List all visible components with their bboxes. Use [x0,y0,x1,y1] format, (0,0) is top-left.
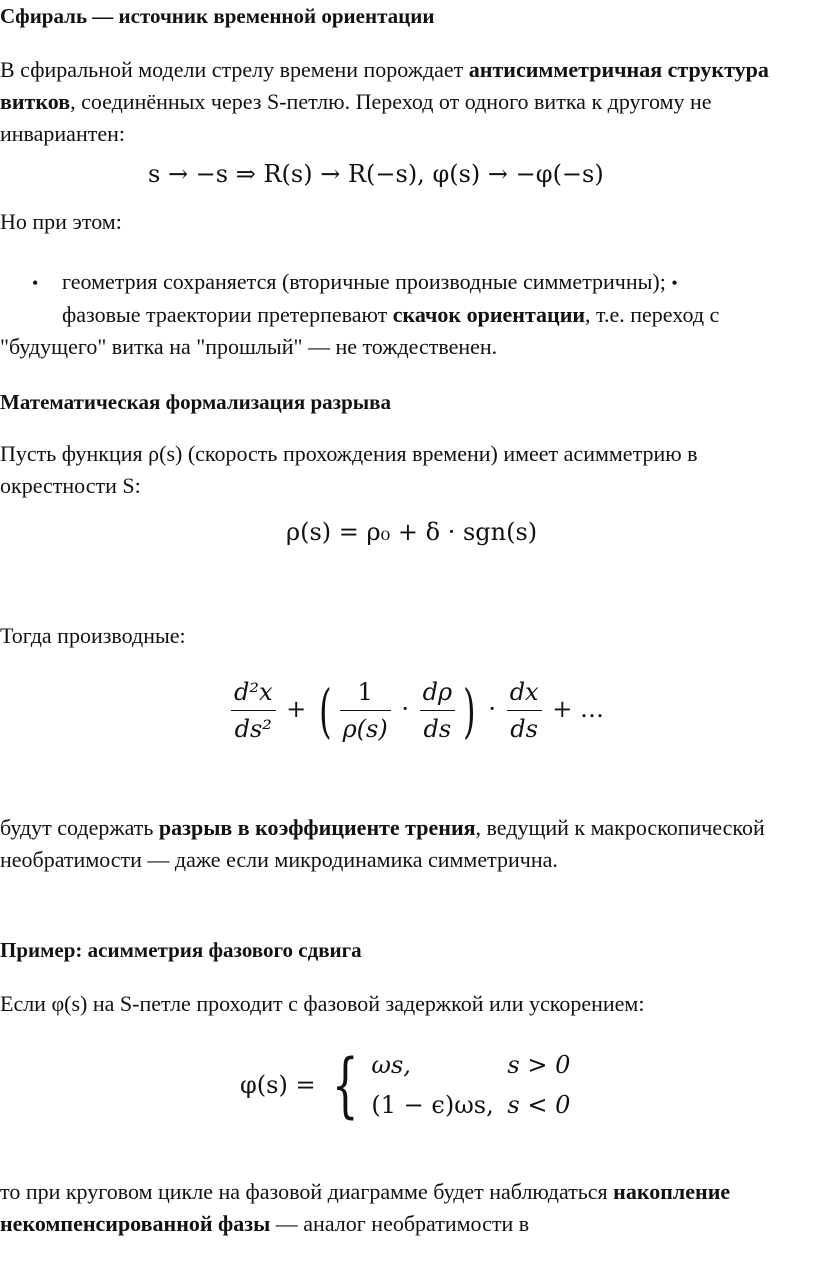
equation-derivatives: $\frac{\text{d²x}}{\text{ds²}}$ + ( $\frac{1}{\rho(s)}$ · $\frac{d\rho}{ds}$ ) · $\frac{dx}{ds}$ + … [228,674,604,747]
paragraph-friction: будут содержать разрыв в коэффициенте трения, ведущий к макроскопической необратимости — даже если микродинамика симметрична. [0,815,765,872]
left-paren: ( [319,676,332,745]
equation-piecewise: φ(s) = { ωs, s > 0 (1 − ϵ)ωs, s < 0 [240,1040,577,1130]
fraction-one-over-rho: $\frac{1}{\rho(s)}$ [340,674,391,747]
bold-orientation-jump: скачок ориентации [392,302,586,327]
equation-rho: ρ(s) = ρ₀ + δ · sgn(s) [286,518,538,546]
bullet-dot-icon: • [671,273,678,293]
section-heading-formalization: Математическая формализация разрыва [0,390,391,414]
paragraph-intro: В сфиральной модели стрелу времени порождает антисимметричная структура витков, соединённых через S-петлю. Переход от одного витка к другому не инвариантен: [0,57,769,146]
paragraph-derivatives: Тогда производные: [0,623,186,648]
section-heading-spiral: Сфираль — источник временной ориентации [0,4,435,28]
right-paren: ) [463,676,476,745]
fraction-dx-ds: $\frac{dx}{ds}$ [507,674,542,747]
bullet-dot-icon: • [32,273,39,293]
left-brace: { [332,1044,359,1126]
bold-friction-gap: разрыв в коэффициенте трения [158,815,476,840]
fraction-d2x-ds2: $\frac{\text{d²x}}{\text{ds²}}$ [231,674,276,747]
bullet-item-geometry: геометрия сохраняется (вторичные производные симметричны); [62,269,666,294]
fraction-drho-ds: $\frac{d\rho}{ds}$ [420,674,455,747]
cases-block: ωs, s > 0 (1 − ϵ)ωs, s < 0 [371,1051,571,1119]
paragraph-accumulation: то при круговом цикле на фазовой диаграмме будет наблюдаться накопление некомпенсированной фазы — аналог необратимости в [0,1179,731,1236]
bullet-list: • геометрия сохраняется (вторичные производные симметричны); • фазовые траектории претерпевают скачок ориентации, т.е. переход с "будущего" витка на "прошлый" — не тождественен. [0,269,720,359]
paragraph-rho: Пусть функция ρ(s) (скорость прохождения времени) имеет асимметрию в окрестности S: [0,441,698,498]
bold-uncompensated-phase: накопление некомпенсированной фазы [0,1179,731,1236]
bold-antisymmetric: антисимметричная структура витков [0,57,769,114]
section-heading-example: Пример: асимметрия фазового сдвига [0,938,362,962]
equation-inversion: s → −s ⇒ R(s) → R(−s), φ(s) → −φ(−s) [148,160,604,188]
paragraph-but: Но при этом: [0,209,122,234]
paragraph-phase: Если φ(s) на S-петле проходит с фазовой задержкой или ускорением: [0,991,645,1016]
